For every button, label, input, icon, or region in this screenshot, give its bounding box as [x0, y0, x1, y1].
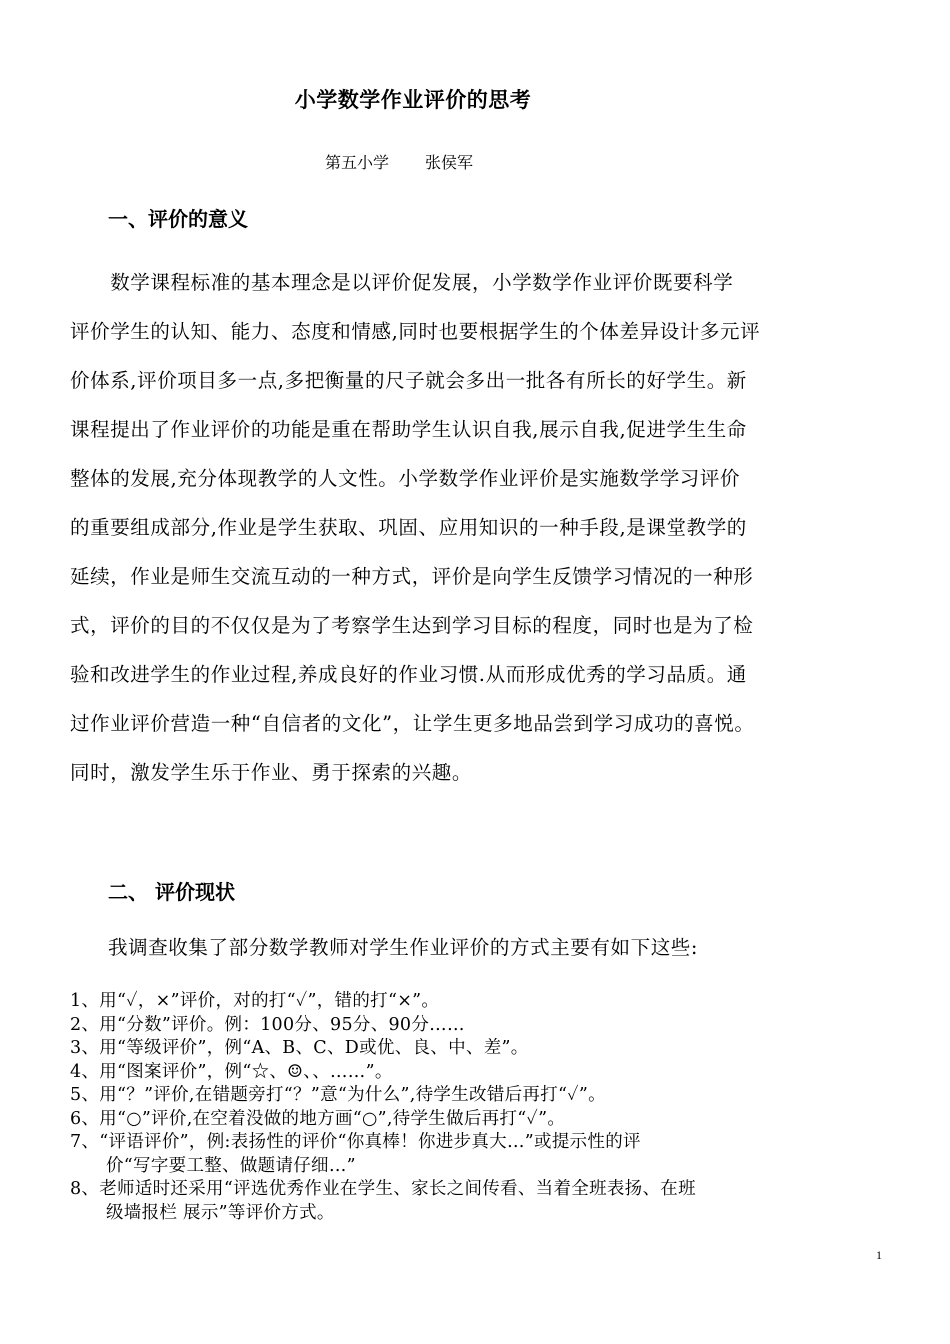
list-item-text: 6、用“○”评价,在空着没做的地方画“○”,待学生做后再打“✓”。	[70, 1108, 566, 1129]
list-item	[70, 1178, 895, 1225]
list-item-text: 3、用“等级评价”，例“A、B、C、D或优、良、中、差”。	[70, 1038, 529, 1058]
paragraph-line: 延续，作业是师生交流互动的一种方式，评价是向学生反馈学习情况的一种形	[70, 565, 754, 588]
list-item-text: 1、用“✓，×”评价，对的打“✓”，错的打“×”。	[70, 991, 440, 1011]
section-heading-2: 二、 评价现状	[108, 880, 235, 904]
list-item	[70, 1014, 895, 1038]
paragraph-line: 数学课程标准的基本理念是以评价促发展，小学数学作业评价既要科学	[70, 271, 734, 294]
author-school: 第五小学	[325, 153, 390, 172]
page-title: 小学数学作业评价的思考	[294, 88, 532, 112]
paragraph-line: 价体系,评价项目多一点,多把衡量的尺子就会多出一批各有所长的好学生。新	[70, 369, 747, 392]
evaluation-methods-list	[70, 990, 895, 1225]
author-line	[325, 150, 473, 173]
list-item-text: 7、“评语评价”，例:表扬性的评价“你真棒！你进步真大…”或提示性的评	[70, 1132, 641, 1152]
list-item-text: 4、用“图案评价”，例“☆、☺、、……”。	[70, 1061, 393, 1082]
list-item-continuation: 级墙报栏 展示”等评价方式。	[106, 1202, 335, 1223]
paragraph-line: 过作业评价营造一种“自信者的文化”，让学生更多地品尝到学习成功的喜悦。	[70, 712, 755, 735]
list-item	[70, 1108, 895, 1132]
list-item-text: 5、用“？”评价,在错题旁打“？”意“为什么”,待学生改错后再打“✓”。	[70, 1085, 606, 1105]
list-item	[70, 1037, 895, 1061]
paragraph-line: 整体的发展,充分体现教学的人文性。小学数学作业评价是实施数学学习评价	[70, 467, 741, 490]
paragraph-line: 的重要组成部分,作业是学生获取、巩固、应用知识的一种手段,是课堂教学的	[70, 516, 747, 539]
author-name: 张侯军	[425, 153, 474, 172]
page-number: 1	[876, 1248, 882, 1262]
list-item	[70, 1084, 895, 1108]
paragraph-line: 验和改进学生的作业过程,养成良好的作业习惯.从而形成优秀的学习品质。通	[70, 663, 747, 686]
paragraph-line: 式，评价的目的不仅仅是为了考察学生达到学习目标的程度，同时也是为了检	[70, 614, 754, 637]
section1-paragraph	[70, 258, 890, 797]
section2-intro: 我调查收集了部分数学教师对学生作业评价的方式主要有如下这些:	[108, 936, 699, 959]
list-item	[70, 1131, 895, 1178]
paragraph-line: 同时，激发学生乐于作业、勇于探索的兴趣。	[70, 761, 473, 784]
paragraph-line: 课程提出了作业评价的功能是重在帮助学生认识自我,展示自我,促进学生生命	[70, 418, 747, 441]
list-item	[70, 1061, 895, 1085]
list-item-text: 8、老师适时还采用“评选优秀作业在学生、家长之间传看、当着全班表扬、在班	[70, 1179, 696, 1199]
list-item-text: 2、用“分数”评价。例：100分、95分、90分……	[70, 1014, 465, 1035]
section-heading-1: 一、评价的意义	[108, 207, 248, 231]
paragraph-line: 评价学生的认知、能力、态度和情感,同时也要根据学生的个体差异设计多元评	[70, 320, 761, 343]
list-item-continuation: 价“写字要工整、做题请仔细…”	[106, 1155, 356, 1176]
list-item	[70, 990, 895, 1014]
